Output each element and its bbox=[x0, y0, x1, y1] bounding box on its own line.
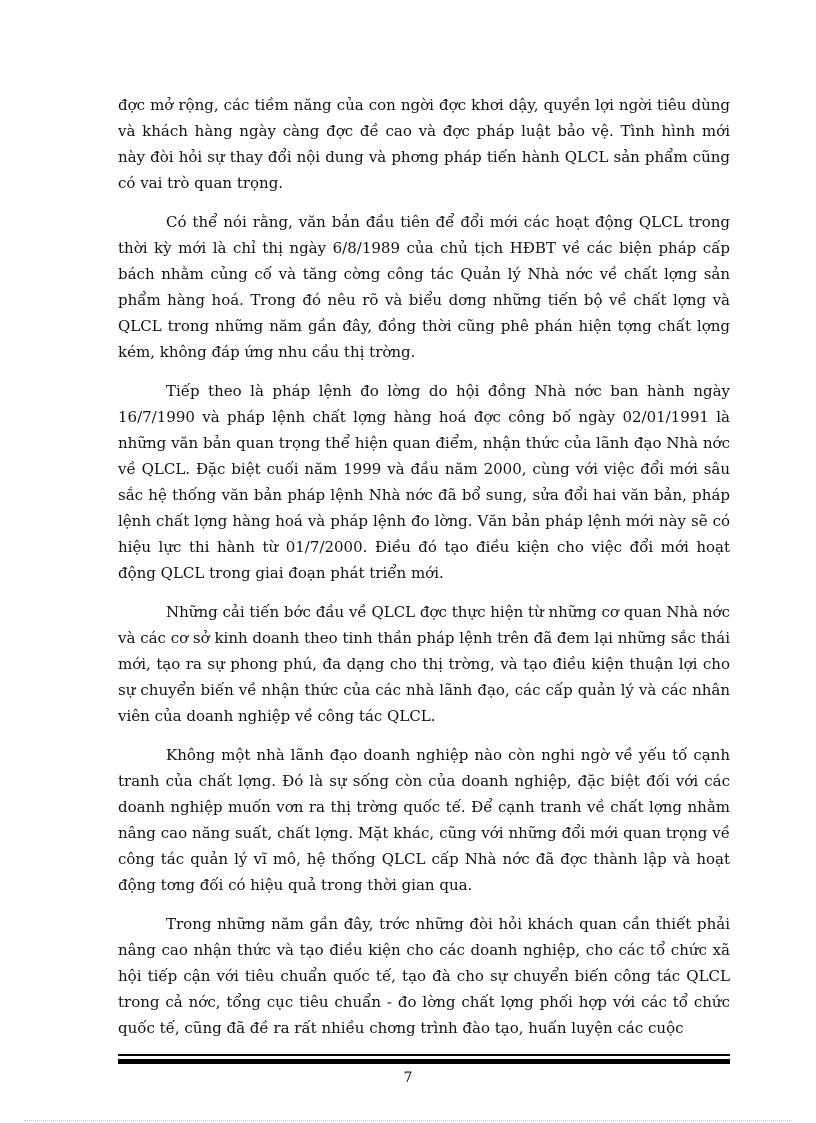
paragraph-2: Có thể nói rằng, văn bản đầu tiên để đổi mới các hoạt động QLCL trong thời kỳ mới là chỉ thị ngày 6/8/1989 của chủ tịch HĐBT về các biện pháp cấp bách nhằm củng cố và tăng cờng công tác Quản lý Nhà nớc về chất lợng sản phẩm hàng hoá. Trong đó nêu rõ và biểu dơng những tiến bộ về chất lợng và QLCL trong những năm gần đây, đồng thời cũng phê phán hiện tợng chất lợng kém, không đáp ứng nhu cầu thị trờng. bbox=[118, 213, 730, 361]
page-number: 7 bbox=[403, 1070, 413, 1086]
paragraph-6: Trong những năm gần đây, trớc những đòi hỏi khách quan cần thiết phải nâng cao nhận thức và tạo điều kiện cho các doanh nghiệp, cho các tổ chức xã hội tiếp cận với tiêu chuẩn quốc tế, tạo đà cho sự chuyển biến công tác QLCL trong cả nớc, tổng cục tiêu chuẩn - đo lờng chất lợng phối hợp với các tổ chức quốc tế, cũng đã đề ra rất nhiều chơng trình đào tạo, huấn luyện các cuộc bbox=[118, 915, 730, 1037]
document-body bbox=[118, 92, 730, 1054]
footer-rule-thick bbox=[118, 1059, 730, 1064]
paragraph-4: Những cải tiến bớc đầu về QLCL đợc thực hiện từ những cơ quan Nhà nớc và các cơ sở kinh doanh theo tinh thần pháp lệnh trên đã đem lại những sắc thái mới, tạo ra sự phong phú, đa dạng cho thị trờng, và tạo điều kiện thuận lợi cho sự chuyển biến về nhận thức của các nhà lãnh đạo, các cấp quản lý và các nhân viên của doanh nghiệp về công tác QLCL. bbox=[118, 603, 730, 725]
paragraph-5: Không một nhà lãnh đạo doanh nghiệp nào còn nghi ngờ về yếu tố cạnh tranh của chất lợng. Đó là sự sống còn của doanh nghiệp, đặc biệt đối với các doanh nghiệp muốn vơn ra thị trờng quốc tế. Để cạnh tranh về chất lợng nhằm nâng cao năng suất, chất lợng. Mặt khác, cũng với những đổi mới quan trọng về công tác quản lý vĩ mô, hệ thống QLCL cấp Nhà nớc đã đợc thành lập và hoạt động tơng đối có hiệu quả trong thời gian qua. bbox=[118, 746, 730, 894]
page-edge-divider bbox=[24, 1120, 792, 1121]
paragraph-1: đợc mở rộng, các tiềm năng của con ngời đợc khơi dậy, quyền lợi ngời tiêu dùng và khách hàng ngày càng đợc đề cao và đợc pháp luật bảo vệ. Tình hình mới này đòi hỏi sự thay đổi nội dung và phơng pháp tiến hành QLCL sản phẩm cũng có vai trò quan trọng. bbox=[118, 96, 730, 192]
footer-rule-thin bbox=[118, 1054, 730, 1056]
paragraph-3: Tiếp theo là pháp lệnh đo lờng do hội đồng Nhà nớc ban hành ngày 16/7/1990 và pháp lệnh chất lợng hàng hoá đợc công bố ngày 02/01/1991 là những văn bản quan trọng thể hiện quan điểm, nhận thức của lãnh đạo Nhà nớc về QLCL. Đặc biệt cuối năm 1999 và đầu năm 2000, cùng với việc đổi mới sâu sắc hệ thống văn bản pháp lệnh Nhà nớc đã bổ sung, sửa đổi hai văn bản, pháp lệnh chất lợng hàng hoá và pháp lệnh đo lờng. Văn bản pháp lệnh mới này sẽ có hiệu lực thi hành từ 01/7/2000. Điều đó tạo điều kiện cho việc đổi mới hoạt động QLCL trong giai đoạn phát triển mới. bbox=[118, 382, 730, 582]
